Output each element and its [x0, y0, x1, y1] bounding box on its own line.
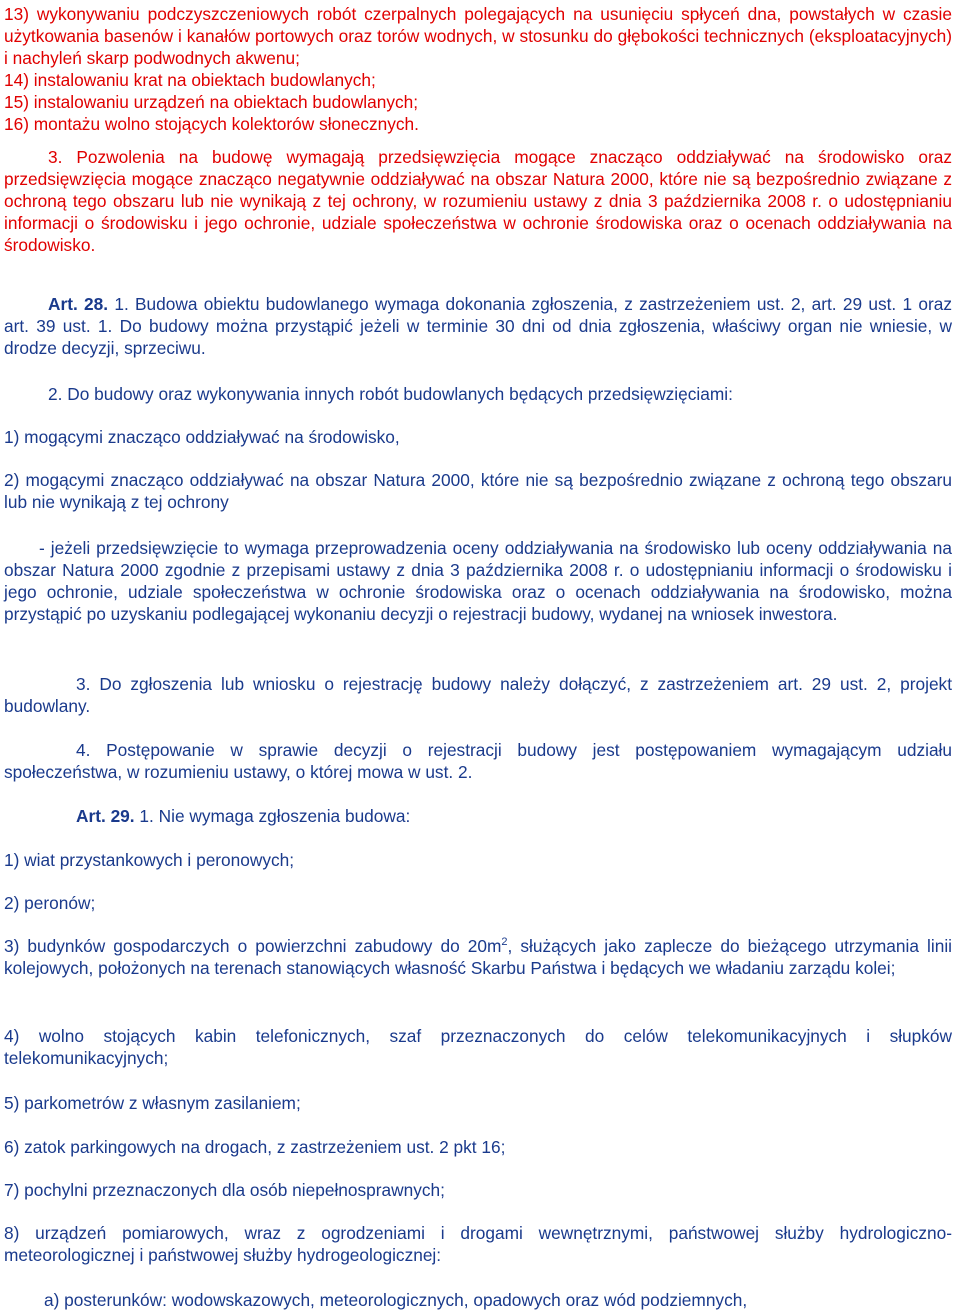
art-28-item-1: 1) mogącymi znacząco oddziaływać na środowisko,: [4, 427, 400, 447]
art-29-label: Art. 29.: [76, 806, 135, 826]
art-29-paragraph-1: [4, 805, 952, 827]
art-29-item-7: 7) pochylni przeznaczonych dla osób niepełnosprawnych;: [4, 1180, 445, 1200]
art-29-paragraph-1-text: 1. Nie wymaga zgłoszenia budowa:: [139, 806, 411, 826]
art-29-item-3-text-a: 3) budynków gospodarczych o powierzchni zabudowy do 20m: [4, 936, 502, 956]
art-29-item-8a-text: a) posterunków: wodowskazowych, meteorologicznych, opadowych oraz wód podziemnych,: [44, 1290, 748, 1310]
art-28-item-2: 2) mogącymi znacząco oddziaływać na obszar Natura 2000, które nie są bezpośrednio związane z ochroną tego obszaru lub nie wynikają z tej ochrony: [4, 470, 952, 512]
art-28-paragraph-2-text: 2. Do budowy oraz wykonywania innych robót budowlanych będących przedsięwzięciami:: [48, 384, 733, 404]
art-29-item-1: 1) wiat przystankowych i peronowych;: [4, 850, 295, 870]
item-16: 16) montażu wolno stojących kolektorów słonecznych.: [4, 114, 419, 134]
art-29-item-3-text-b: , służących jako zaplecze do bieżącego utrzymania linii kolejowych, położonych na terenach stanowiących własność Skarbu Państwa i będących we władaniu zarządu kolei;: [4, 936, 953, 978]
art-28-label: Art. 28.: [48, 294, 109, 314]
item-15: 15) instalowaniu urządzeń na obiektach budowlanych;: [4, 92, 419, 112]
art-28-paragraph-2: [4, 383, 952, 405]
art-28-paragraph-1: [4, 293, 952, 359]
item-13: 13) wykonywaniu podczyszczeniowych robót czerpalnych polegających na usunięciu spłyceń dna, powstałych w czasie użytkowania basenów i kanałów portowych oraz torów wodnych, w stosunku do głębokości technicznych (eksploatacyjnych) i nachyleń skarp podwodnych akwenu;: [4, 4, 952, 68]
art-29-item-3: [4, 935, 952, 979]
art-28-paragraph-2-tail: - jeżeli przedsięwzięcie to wymaga przeprowadzenia oceny oddziaływania na środowisko lub oceny oddziaływania na obszar Natura 2000 zgodnie z przepisami ustawy z dnia 3 października 2008 r. o udostępnianiu informacji o środowisku i jego ochronie, udziale społeczeństwa w ochronie środowiska oraz o ocenach oddziaływania na środowisko, można przystąpić po uzyskaniu podlegającej wykonaniu decyzji o rejestracji budowy, wydanej na wniosek inwestora.: [4, 538, 952, 624]
art-28-paragraph-4: 4. Postępowanie w sprawie decyzji o rejestracji budowy jest postępowaniem wymagającym udziału społeczeństwa, w rozumieniu ustawy, o której mowa w ust. 2.: [4, 740, 952, 782]
art-29-item-8: 8) urządzeń pomiarowych, wraz z ogrodzeniami i drogami wewnętrznymi, państwowej służby hydrologiczno-meteorologicznej i państwowej służby hydrogeologicznej:: [4, 1223, 952, 1265]
art-28-paragraph-1-text: 1. Budowa obiektu budowlanego wymaga dokonania zgłoszenia, z zastrzeżeniem ust. 2, art. 29 ust. 1 oraz art. 39 ust. 1. Do budowy można przystąpić jeżeli w terminie 30 dni od dnia zgłoszenia, właściwy organ nie wniesie, w drodze decyzji, sprzeciwu.: [4, 294, 952, 358]
art-29-item-4: 4) wolno stojących kabin telefonicznych, szaf przeznaczonych do celów telekomunikacyjnych i słupków telekomunikacyjnych;: [4, 1026, 952, 1068]
art-29-item-5: 5) parkometrów z własnym zasilaniem;: [4, 1093, 301, 1113]
art-28-paragraph-3: 3. Do zgłoszenia lub wniosku o rejestrację budowy należy dołączyć, z zastrzeżeniem art. 29 ust. 2, projekt budowlany.: [4, 674, 952, 716]
item-14: 14) instalowaniu krat na obiektach budowlanych;: [4, 70, 376, 90]
art-29-item-2: 2) peronów;: [4, 893, 96, 913]
art-29-item-8a: [4, 1289, 952, 1311]
superscript-2: 2: [501, 936, 508, 949]
paragraph-3: 3. Pozwolenia na budowę wymagają przedsięwzięcia mogące znacząco oddziaływać na środowisko oraz przedsięwzięcia mogące znacząco negatywnie oddziaływać na obszar Natura 2000, które nie są bezpośrednio związane z ochroną tego obszaru lub nie wynikają z tej ochrony, w rozumieniu ustawy z dnia 3 października 2008 r. o udostępnianiu informacji o środowisku i jego ochronie, udziale społeczeństwa w ochronie środowiska oraz o ocenach oddziaływania na środowisko.: [4, 147, 952, 255]
art-29-item-6: 6) zatok parkingowych na drogach, z zastrzeżeniem ust. 2 pkt 16;: [4, 1137, 506, 1157]
